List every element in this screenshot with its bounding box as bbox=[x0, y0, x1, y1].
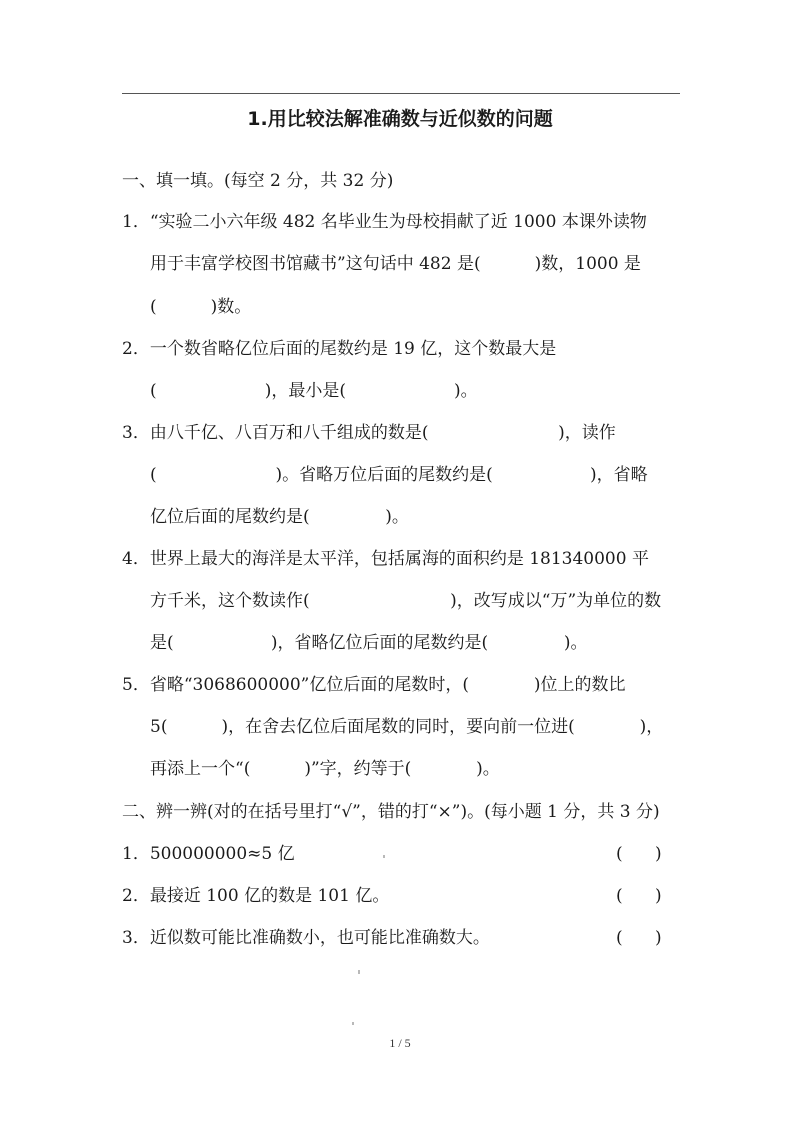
q3-line-3: 亿位后面的尾数约是( )。 bbox=[150, 507, 409, 527]
q1-line-2: 用于丰富学校图书馆藏书”这句话中 482 是( )数，1000 是 bbox=[150, 254, 641, 274]
q2-line-1: 2．一个数省略亿位后面的尾数约是 19 亿，这个数最大是 bbox=[122, 339, 557, 359]
q5-line-2: 5( )，在舍去亿位后面尾数的同时，要向前一位进( )， bbox=[150, 717, 664, 737]
page-number: 1 / 5 bbox=[389, 1036, 411, 1050]
q4-line-1: 4．世界上最大的海洋是太平洋，包括属海的面积约是 181340000 平 bbox=[122, 549, 649, 569]
section-2-heading: 二、辨一辨(对的在括号里打“√”，错的打“×”)。(每小题 1 分，共 3 分) bbox=[122, 802, 660, 822]
q3-line-1: 3．由八千亿、八百万和八千组成的数是( )，读作 bbox=[122, 423, 616, 443]
page-title: 1.用比较法解准确数与近似数的问题 bbox=[247, 108, 553, 130]
q2-line-2: ( )，最小是( )。 bbox=[150, 381, 478, 401]
judge-item-1-text: 1．500000000≈5 亿 bbox=[122, 844, 295, 864]
judge-item-3-answer-paren: ( ) bbox=[616, 928, 662, 948]
q5-line-3: 再添上一个“( )”字，约等于( )。 bbox=[150, 759, 500, 779]
judge-item-2-text: 2．最接近 100 亿的数是 101 亿。 bbox=[122, 886, 390, 906]
header-rule bbox=[122, 93, 680, 94]
section-1-heading: 一、填一填。(每空 2 分，共 32 分) bbox=[122, 171, 394, 191]
scan-speck bbox=[352, 1022, 354, 1025]
q5-line-1: 5．省略“3068600000”亿位后面的尾数时，( )位上的数比 bbox=[122, 675, 626, 695]
q3-line-2: ( )。省略万位后面的尾数约是( )，省略 bbox=[150, 465, 648, 485]
q1-line-1: 1．“实验二小六年级 482 名毕业生为母校捐献了近 1000 本课外读物 bbox=[122, 212, 647, 232]
judge-item-1-answer-paren: ( ) bbox=[616, 844, 662, 864]
scan-speck bbox=[358, 970, 360, 974]
judge-item-3-text: 3．近似数可能比准确数小，也可能比准确数大。 bbox=[122, 928, 490, 948]
q4-line-3: 是( )，省略亿位后面的尾数约是( )。 bbox=[150, 633, 588, 653]
judge-item-2-answer-paren: ( ) bbox=[616, 886, 662, 906]
q1-line-3: ( )数。 bbox=[150, 297, 252, 317]
scan-speck bbox=[383, 855, 385, 858]
q4-line-2: 方千米，这个数读作( )，改写成以“万”为单位的数 bbox=[150, 591, 662, 611]
